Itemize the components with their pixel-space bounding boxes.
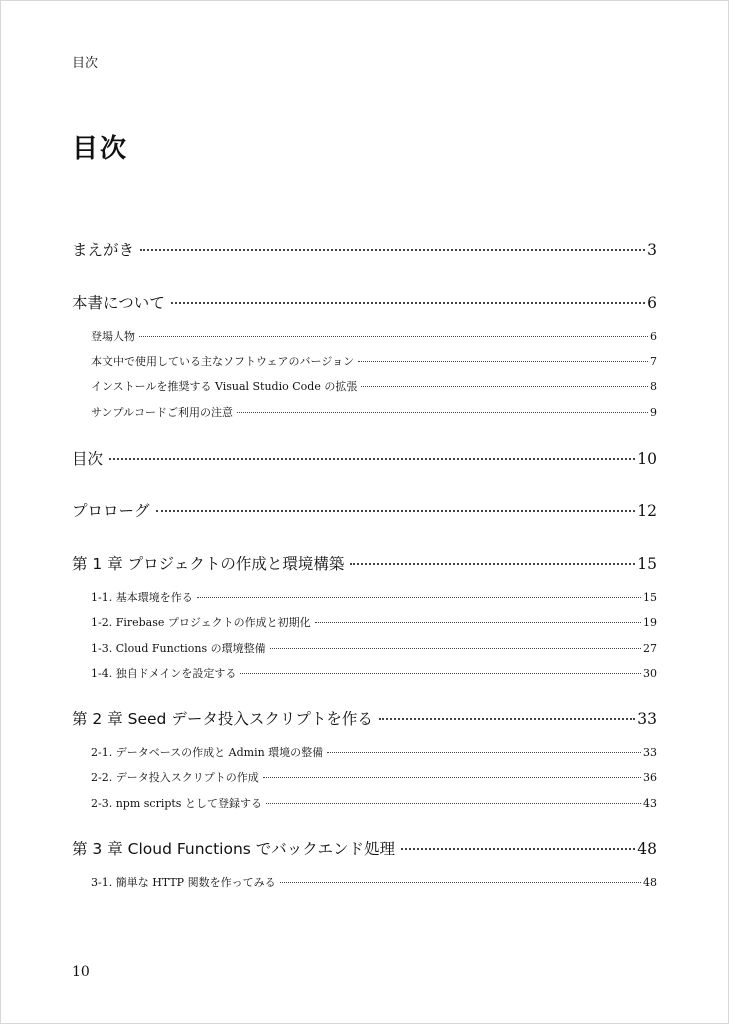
toc-entry-page: 8 — [650, 380, 657, 393]
toc-entry-chapter-2[interactable] — [72, 707, 657, 729]
toc-subentry[interactable] — [91, 665, 657, 681]
dot-leader — [156, 509, 636, 512]
toc-entry-page: 12 — [637, 502, 657, 520]
toc-entry-contents[interactable] — [72, 447, 657, 469]
toc-entry-preface[interactable] — [72, 238, 657, 260]
toc-entry-chapter-1[interactable] — [72, 552, 657, 574]
toc-entry-title: 第 1 章 プロジェクトの作成と環境構築 — [72, 555, 345, 573]
page-number: 10 — [72, 964, 90, 980]
dot-leader — [350, 562, 635, 565]
toc-entry-title: 1-1. 基本環境を作る — [91, 591, 193, 604]
toc-subentry[interactable] — [91, 404, 657, 420]
dot-leader — [139, 335, 648, 337]
toc-entry-title: 1-3. Cloud Functions の環境整備 — [91, 642, 266, 655]
toc-entry-page: 48 — [637, 840, 657, 858]
toc-entry-prologue[interactable] — [72, 499, 657, 521]
toc-subentry[interactable] — [91, 744, 657, 760]
toc-entry-title: プロローグ — [72, 502, 150, 520]
toc-entry-page: 6 — [647, 294, 657, 312]
dot-leader — [358, 360, 648, 362]
toc-entry-title: 第 2 章 Seed データ投入スクリプトを作る — [72, 710, 373, 728]
toc-subentry[interactable] — [91, 589, 657, 605]
toc-entry-page: 48 — [643, 876, 657, 889]
toc-entry-title: 本文中で使用している主なソフトウェアのバージョン — [91, 355, 355, 368]
toc-entry-page: 7 — [650, 355, 657, 368]
toc-entry-page: 30 — [643, 667, 657, 680]
toc-entry-page: 19 — [643, 616, 657, 629]
toc-subentry[interactable] — [91, 378, 657, 394]
page-title: 目次 — [72, 134, 129, 164]
dot-leader — [240, 672, 641, 674]
toc-entry-page: 6 — [650, 330, 657, 343]
dot-leader — [266, 802, 641, 804]
toc-entry-page: 15 — [637, 555, 657, 573]
toc-entry-title: 登場人物 — [91, 330, 135, 343]
dot-leader — [315, 621, 641, 623]
toc-entry-title: まえがき — [72, 241, 135, 259]
toc-entry-page: 33 — [643, 746, 657, 759]
toc-entry-page: 33 — [637, 710, 657, 728]
dot-leader — [237, 411, 648, 413]
dot-leader — [171, 301, 645, 304]
toc-entry-title: インストールを推奨する Visual Studio Code の拡張 — [91, 380, 358, 393]
toc-entry-title: 第 3 章 Cloud Functions でバックエンド処理 — [72, 840, 395, 858]
toc-entry-title: 2-3. npm scripts として登録する — [91, 797, 262, 810]
toc-entry-title: 1-4. 独自ドメインを設定する — [91, 667, 237, 680]
toc-subentry[interactable] — [91, 874, 657, 890]
toc-entry-about-book[interactable] — [72, 291, 657, 313]
dot-leader — [263, 776, 641, 778]
toc-entry-page: 9 — [650, 406, 657, 419]
dot-leader — [109, 457, 635, 460]
toc-entry-page: 3 — [647, 241, 657, 259]
running-header: 目次 — [72, 56, 99, 71]
toc-entry-page: 36 — [643, 771, 657, 784]
dot-leader — [270, 647, 641, 649]
toc-entry-page: 15 — [643, 591, 657, 604]
toc-entry-title: サンプルコードご利用の注意 — [91, 406, 234, 419]
dot-leader — [197, 596, 641, 598]
toc-entry-chapter-3[interactable] — [72, 837, 657, 859]
dot-leader — [401, 847, 635, 850]
toc-entry-title: 2-1. データベースの作成と Admin 環境の整備 — [91, 746, 324, 759]
dot-leader — [361, 385, 648, 387]
dot-leader — [140, 248, 645, 251]
toc-subentry[interactable] — [91, 640, 657, 656]
toc-entry-title: 2-2. データ投入スクリプトの作成 — [91, 771, 259, 784]
dot-leader — [379, 717, 635, 720]
dot-leader — [280, 881, 641, 883]
toc-entry-title: 本書について — [72, 294, 165, 312]
toc-subentry[interactable] — [91, 328, 657, 344]
dot-leader — [327, 751, 641, 753]
toc-entry-page: 27 — [643, 642, 657, 655]
toc-entry-title: 1-2. Firebase プロジェクトの作成と初期化 — [91, 616, 311, 629]
toc-entry-page: 43 — [643, 797, 657, 810]
toc-subentry[interactable] — [91, 769, 657, 785]
toc-subentry[interactable] — [91, 795, 657, 811]
toc-subentry[interactable] — [91, 614, 657, 630]
toc-subentry[interactable] — [91, 353, 657, 369]
toc-entry-page: 10 — [637, 450, 657, 468]
toc-entry-title: 目次 — [72, 450, 104, 468]
toc-entry-title: 3-1. 簡単な HTTP 関数を作ってみる — [91, 876, 276, 889]
